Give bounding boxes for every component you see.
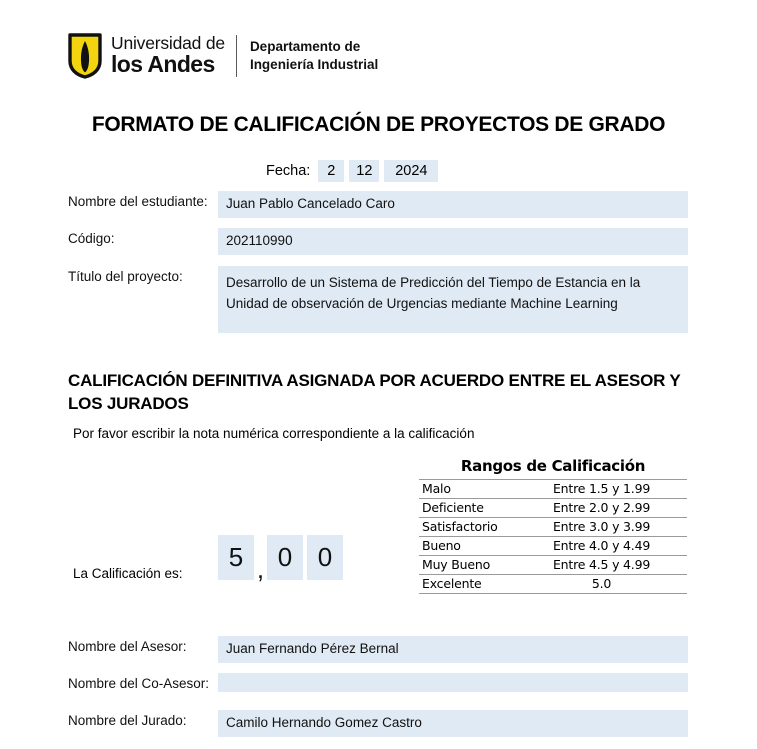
grade-decimal-digit-2-field[interactable]: 0 [307, 535, 343, 580]
calificacion-label: La Calificación es: [73, 566, 183, 581]
asesor-input[interactable]: Juan Fernando Pérez Bernal [218, 636, 688, 663]
titulo-label: Título del proyecto: [68, 269, 183, 284]
uniandes-shield-logo-icon [68, 32, 102, 79]
field-row-coasesor [68, 673, 688, 692]
logo-line-universidad: Universidad de [111, 32, 225, 53]
document-title: FORMATO DE CALIFICACIÓN DE PROYECTOS DE GRADO [91, 113, 666, 136]
department-line-1: Departamento de [249, 38, 361, 54]
jurado-label: Nombre del Jurado: [68, 713, 187, 728]
table-row [419, 537, 687, 556]
range-name: Deficiente [419, 499, 530, 518]
uniandes-wordmark [111, 32, 225, 78]
page-header [68, 32, 378, 79]
range-name: Muy Bueno [419, 556, 530, 575]
asesor-label: Nombre del Asesor: [68, 639, 187, 654]
grade-decimal-separator: , [256, 554, 265, 584]
section-heading: CALIFICACIÓN DEFINITIVA ASIGNADA POR ACUERDO ENTRE EL ASESOR Y LOS JURADOS [68, 371, 681, 413]
table-row [419, 518, 687, 537]
field-row-titulo [68, 266, 688, 333]
ranges-title: Rangos de Calificación [460, 457, 646, 475]
titulo-input[interactable]: Desarrollo de un Sistema de Predicción del Tiempo de Estancia en la Unidad de observación de Urgencias mediante Machine Learning [218, 266, 688, 333]
table-row [419, 556, 687, 575]
range-name: Satisfactorio [419, 518, 530, 537]
field-row-asesor [68, 636, 688, 663]
range-value: Entre 2.0 y 2.99 [530, 499, 687, 518]
department-name [250, 38, 378, 74]
field-row-jurado [68, 710, 688, 737]
fecha-row [266, 160, 443, 182]
grade-integer-digit-field[interactable]: 5 [218, 535, 254, 580]
fecha-month-field[interactable]: 12 [349, 160, 379, 182]
field-row-codigo [68, 228, 688, 255]
range-name: Malo [419, 480, 530, 499]
field-row-estudiante [68, 191, 688, 218]
table-row [419, 480, 687, 499]
range-name: Bueno [419, 537, 530, 556]
fecha-label: Fecha: [266, 163, 311, 179]
section-subtitle: Por favor escribir la nota numérica correspondiente a la calificación [73, 426, 475, 441]
jurado-input[interactable]: Camilo Hernando Gomez Castro [218, 710, 688, 737]
grade-decimal-digit-1-field[interactable]: 0 [267, 535, 303, 580]
estudiante-label: Nombre del estudiante: [68, 194, 208, 209]
range-value: 5.0 [530, 575, 687, 594]
calificacion-grade-entry [218, 535, 343, 592]
coasesor-label: Nombre del Co-Asesor: [68, 676, 210, 691]
codigo-label: Código: [68, 231, 115, 246]
range-value: Entre 3.0 y 3.99 [530, 518, 687, 537]
range-name: Excelente [419, 575, 530, 594]
ranges-table [419, 479, 687, 594]
grading-ranges-table [419, 457, 687, 594]
range-value: Entre 4.0 y 4.49 [530, 537, 687, 556]
fecha-year-field[interactable]: 2024 [384, 160, 438, 182]
logo-line-losandes: los Andes [111, 51, 215, 78]
table-row [419, 575, 687, 594]
range-value: Entre 4.5 y 4.99 [530, 556, 687, 575]
estudiante-input[interactable]: Juan Pablo Cancelado Caro [218, 191, 688, 218]
fecha-day-field[interactable]: 2 [318, 160, 344, 182]
table-row [419, 499, 687, 518]
codigo-input[interactable]: 202110990 [218, 228, 688, 255]
department-line-2: Ingeniería Industrial [249, 56, 379, 72]
coasesor-input[interactable] [218, 673, 688, 692]
range-value: Entre 1.5 y 1.99 [530, 480, 687, 499]
header-divider [236, 35, 237, 77]
